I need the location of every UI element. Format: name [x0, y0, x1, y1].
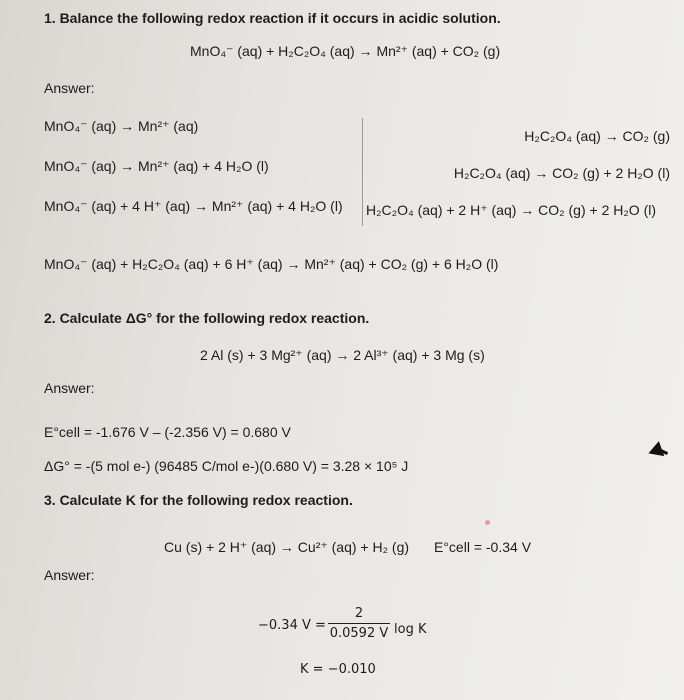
- q1-answer-label: Answer:: [44, 80, 95, 96]
- q3-heading: 3. Calculate K for the following redox reaction.: [44, 492, 353, 508]
- q3-answer-label: Answer:: [44, 567, 95, 583]
- q3-equation: Cu (s) + 2 H⁺ (aq) → Cu²⁺ (aq) + H₂ (g): [164, 539, 410, 555]
- q3-ecell: E°cell = -0.34 V: [434, 539, 532, 555]
- q3-equation-lhs: −0.34 V =: [258, 618, 326, 633]
- q1-left-step-2: MnO₄⁻ (aq) → Mn²⁺ (aq) + 4 H₂O (l): [44, 158, 269, 174]
- pink-mark: [485, 520, 490, 525]
- q1-right-step-1: H₂C₂O₄ (aq) → CO₂ (g): [524, 128, 670, 144]
- q1-left-step-3: MnO₄⁻ (aq) + 4 H⁺ (aq) → Mn²⁺ (aq) + 4 H₂O (l): [44, 198, 343, 214]
- half-reaction-divider: [362, 118, 363, 226]
- q1-equation: MnO₄⁻ (aq) + H₂C₂O₄ (aq) → Mn²⁺ (aq) + CO₂ (g): [190, 43, 501, 59]
- q3-fraction-numerator: 2: [354, 606, 364, 621]
- q3-fraction-denominator: 0.0592 V: [329, 626, 389, 641]
- q3-log-term: log K: [394, 622, 427, 637]
- q2-delta-g: ΔG° = -(5 mol e-) (96485 C/mol e-)(0.680 V) = 3.28 × 10⁵ J: [44, 458, 409, 474]
- q1-final-equation: MnO₄⁻ (aq) + H₂C₂O₄ (aq) + 6 H⁺ (aq) → Mn²⁺ (aq) + CO₂ (g) + 6 H₂O (l): [44, 256, 499, 272]
- q3-result: K = −0.010: [300, 662, 376, 677]
- q1-left-step-1: MnO₄⁻ (aq) → Mn²⁺ (aq): [44, 118, 199, 134]
- q3-fraction: [328, 606, 390, 641]
- q1-right-step-2: H₂C₂O₄ (aq) → CO₂ (g) + 2 H₂O (l): [453, 165, 670, 181]
- q2-answer-label: Answer:: [44, 380, 95, 396]
- q2-heading: 2. Calculate ΔG° for the following redox reaction.: [44, 310, 370, 326]
- q2-ecell: E°cell = -1.676 V – (-2.356 V) = 0.680 V: [44, 424, 291, 440]
- q2-equation: 2 Al (s) + 3 Mg²⁺ (aq) → 2 Al³⁺ (aq) + 3 Mg (s): [200, 347, 485, 363]
- q1-heading: 1. Balance the following redox reaction if it occurs in acidic solution.: [44, 10, 501, 26]
- q1-right-step-3: H₂C₂O₄ (aq) + 2 H⁺ (aq) → CO₂ (g) + 2 H₂O (l): [366, 202, 657, 218]
